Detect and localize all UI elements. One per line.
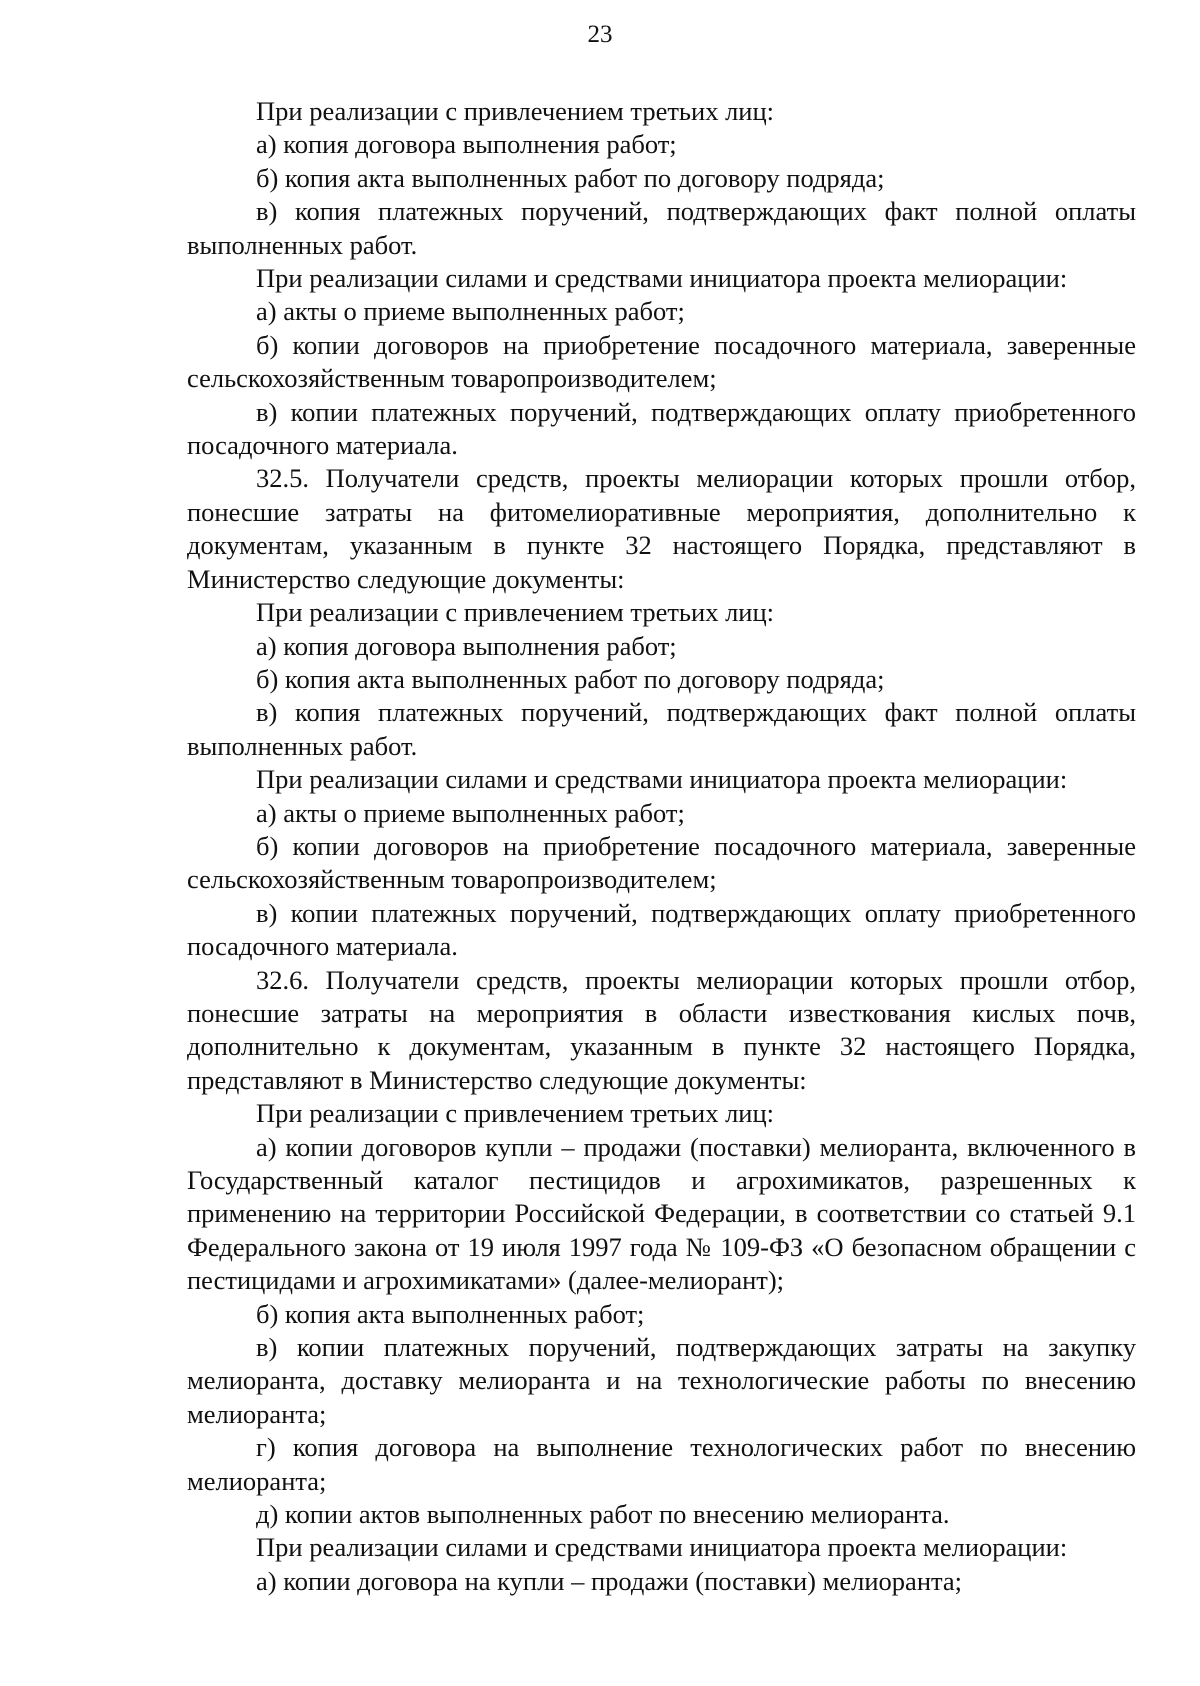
paragraph: в) копии платежных поручений, подтверждающих оплату приобретенного посадочного материала. [187,396,1136,461]
paragraph: а) копия договора выполнения работ; [256,630,677,661]
paragraph: а) акты о приеме выполненных работ; [256,296,685,327]
paragraph: При реализации силами и средствами инициатора проекта мелиорации: [256,764,1068,795]
paragraph: д) копии актов выполненных работ по внесению мелиоранта. [256,1499,950,1530]
paragraph: 32.5. Получатели средств, проекты мелиорации которых прошли отбор, понесшие затраты на фитомелиоративные мероприятия, дополнительно к документам, указанным в пункте 32 настоящего Порядка, представляют в Министерство следующие документы: [187,463,1136,594]
document-body [187,95,1136,1598]
paragraph: При реализации силами и средствами инициатора проекта мелиорации: [256,263,1068,294]
paragraph: в) копия платежных поручений, подтверждающих факт полной оплаты выполненных работ. [187,697,1136,761]
paragraph: б) копии договоров на приобретение посадочного материала, заверенные сельскохозяйственным товаропроизводителем; [187,329,1136,394]
paragraph: При реализации с привлечением третьих лиц: [256,1098,775,1129]
paragraph: в) копии платежных поручений, подтверждающих оплату приобретенного посадочного материала. [187,897,1136,962]
paragraph: б) копия акта выполненных работ по договору подряда; [256,162,885,193]
paragraph: в) копии платежных поручений, подтверждающих затраты на закупку мелиоранта, доставку мелиоранта и на технологические работы по внесению мелиоранта; [187,1332,1136,1429]
paragraph: а) копия договора выполнения работ; [256,129,677,160]
paragraph: в) копия платежных поручений, подтверждающих факт полной оплаты выполненных работ. [187,196,1136,260]
paragraph: б) копия акта выполненных работ; [256,1298,645,1329]
paragraph: При реализации силами и средствами инициатора проекта мелиорации: [256,1532,1068,1563]
page-number: 23 [587,21,613,48]
paragraph: б) копии договоров на приобретение посадочного материала, заверенные сельскохозяйственным товаропроизводителем; [187,830,1136,895]
paragraph: а) копии договоров купли – продажи (поставки) мелиоранта, включенного в Государственный каталог пестицидов и агрохимикатов, разрешенных к применению на территории Российской Федерации, в соответствии со статьей 9.1 Федерального закона от 19 июля 1997 года № 109-ФЗ «О безопасном обращении с пестицидами и агрохимикатами» (далее-мелиорант); [187,1131,1136,1296]
paragraph: г) копия договора на выполнение технологических работ по внесению мелиоранта; [187,1432,1136,1496]
paragraph: а) копии договора на купли – продажи (поставки) мелиоранта; [256,1565,963,1596]
paragraph: 32.6. Получатели средств, проекты мелиорации которых прошли отбор, понесшие затраты на мероприятия в области известкования кислых почв, дополнительно к документам, указанным в пункте 32 настоящего Порядка, представляют в Министерство следующие документы: [187,964,1136,1095]
paragraph: а) акты о приеме выполненных работ; [256,797,685,828]
paragraph: При реализации с привлечением третьих лиц: [256,597,775,628]
paragraph: б) копия акта выполненных работ по договору подряда; [256,663,885,694]
paragraph: При реализации с привлечением третьих лиц: [256,96,775,126]
